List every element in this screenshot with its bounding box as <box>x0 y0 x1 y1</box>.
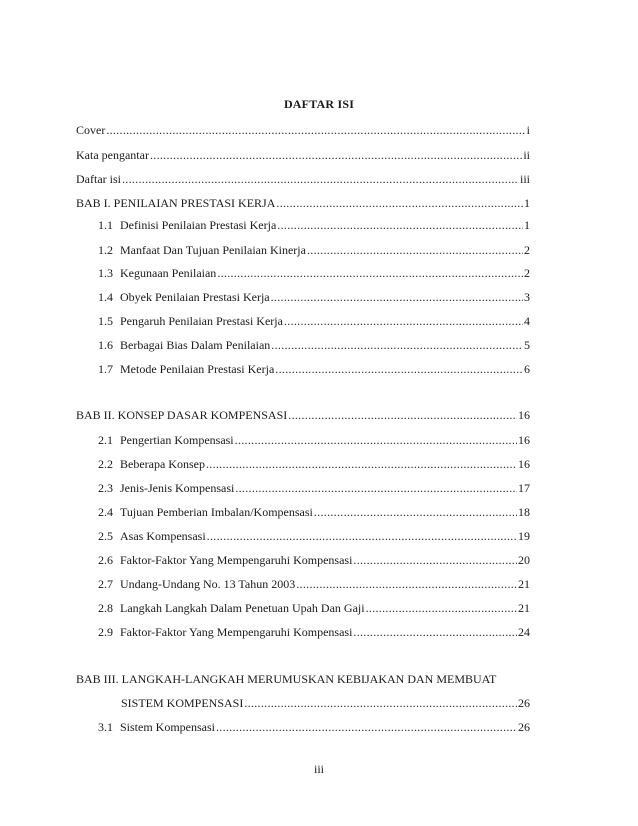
toc-entry-page: 21 <box>518 601 530 615</box>
dot-leader <box>235 481 517 496</box>
toc-entry-page: 4 <box>524 314 530 328</box>
toc-entry-number: 2.4 <box>98 505 113 519</box>
toc-entry-page: iii <box>519 172 530 186</box>
page-number-footer: iii <box>313 762 324 776</box>
dot-leader <box>206 457 517 472</box>
toc-entry-label: BAB I. PENILAIAN PRESTASI KERJA <box>76 196 276 210</box>
dot-leader <box>271 290 523 305</box>
dot-leader <box>217 266 523 281</box>
toc-entry-number: 1.1 <box>98 218 113 232</box>
toc-entry-number: 2.7 <box>98 577 113 591</box>
toc-entry-number: 2.5 <box>98 529 113 543</box>
toc-entry-label: Kegunaan Penilaian <box>120 266 217 280</box>
toc-entry-2-5[interactable] <box>98 529 530 544</box>
toc-entry-label: Pengaruh Penilaian Prestasi Kerja <box>120 314 283 328</box>
dot-leader <box>366 601 517 616</box>
toc-entry-bab-3-cont[interactable] <box>121 696 530 711</box>
toc-entry-2-3[interactable] <box>98 481 530 496</box>
toc-entry-page: 3 <box>524 290 530 304</box>
dot-leader <box>275 362 523 377</box>
dot-leader <box>244 696 517 711</box>
toc-entry-page: 2 <box>524 266 530 280</box>
toc-entry-page: 2 <box>524 243 530 257</box>
toc-entry-2-1[interactable] <box>98 433 530 448</box>
toc-entry-2-8[interactable] <box>98 601 530 616</box>
toc-entry-daftar-isi[interactable] <box>76 172 530 187</box>
toc-entry-number: 1.3 <box>98 266 113 280</box>
toc-entry-label: Obyek Penilaian Prestasi Kerja <box>120 290 270 304</box>
toc-entry-kata-pengantar[interactable] <box>76 148 530 163</box>
toc-entry-label: SISTEM KOMPENSASI <box>121 696 244 710</box>
toc-entry-page: 17 <box>518 481 530 495</box>
toc-entry-label: Metode Penilaian Prestasi Kerja <box>120 362 275 376</box>
dot-leader <box>271 338 523 353</box>
dot-leader <box>277 218 523 233</box>
dot-leader <box>235 433 517 448</box>
toc-entry-page: 1 <box>524 196 530 210</box>
toc-entry-label: Asas Kompensasi <box>120 529 206 543</box>
toc-entry-page: 19 <box>518 529 530 543</box>
toc-entry-number: 1.7 <box>98 362 113 376</box>
dot-leader <box>314 505 517 520</box>
toc-entry-label: Langkah Langkah Dalam Penetuan Upah Dan Gaji <box>120 601 365 615</box>
toc-entry-page: 26 <box>518 696 530 710</box>
dot-leader <box>276 196 523 211</box>
toc-entry-page: ii <box>523 148 530 162</box>
toc-entry-1-6[interactable] <box>98 338 530 353</box>
toc-entry-label: Tujuan Pemberian Imbalan/Kompensasi <box>120 505 313 519</box>
toc-entry-page: 16 <box>518 457 530 471</box>
toc-entry-number: 2.1 <box>98 433 113 447</box>
toc-entry-label: Undang-Undang No. 13 Tahun 2003 <box>120 577 296 591</box>
toc-entry-label: Cover <box>76 123 106 137</box>
dot-leader <box>353 625 517 640</box>
toc-entry-number: 1.6 <box>98 338 113 352</box>
toc-entry-1-2[interactable] <box>98 243 530 258</box>
toc-entry-page: 20 <box>518 553 530 567</box>
toc-entry-2-9[interactable] <box>98 625 530 640</box>
toc-entry-cover[interactable] <box>76 123 530 138</box>
dot-leader <box>122 172 519 187</box>
toc-entry-page: 24 <box>518 625 530 639</box>
dot-leader <box>216 720 517 735</box>
toc-entry-bab-2[interactable] <box>76 408 530 423</box>
toc-entry-page: 6 <box>524 362 530 376</box>
toc-entry-1-5[interactable] <box>98 314 530 329</box>
toc-entry-label: Definisi Penilaian Prestasi Kerja <box>120 218 277 232</box>
toc-entry-label: Beberapa Konsep <box>120 457 205 471</box>
toc-entry-2-7[interactable] <box>98 577 530 592</box>
dot-leader <box>284 314 523 329</box>
toc-entry-page: 26 <box>518 720 530 734</box>
toc-entry-number: 1.5 <box>98 314 113 328</box>
toc-entry-number: 2.3 <box>98 481 113 495</box>
toc-entry-bab-1[interactable] <box>76 196 530 211</box>
toc-entry-3-1[interactable] <box>98 720 530 735</box>
toc-entry-label: Pengertian Kompensasi <box>120 433 234 447</box>
toc-entry-page: 1 <box>524 218 530 232</box>
toc-entry-label: Jenis-Jenis Kompensasi <box>120 481 235 495</box>
toc-entry-1-7[interactable] <box>98 362 530 377</box>
toc-entry-2-4[interactable] <box>98 505 530 520</box>
toc-entry-label: Daftar isi <box>76 172 121 186</box>
toc-entry-number: 1.2 <box>98 243 113 257</box>
toc-entry-number: 2.9 <box>98 625 113 639</box>
dot-leader <box>353 553 517 568</box>
toc-entry-label: BAB II. KONSEP DASAR KOMPENSASI <box>76 408 288 422</box>
dot-leader <box>288 408 517 423</box>
toc-entry-bab-3[interactable]: BAB III. LANGKAH-LANGKAH MERUMUSKAN KEBIJAKAN DAN MEMBUAT <box>76 672 497 686</box>
toc-entry-label: Manfaat Dan Tujuan Penilaian Kinerja <box>120 243 306 257</box>
toc-entry-page: 5 <box>524 338 530 352</box>
toc-entry-number: 2.2 <box>98 457 113 471</box>
dot-leader <box>307 243 523 258</box>
toc-entry-label: Faktor-Faktor Yang Mempengaruhi Kompensasi <box>120 625 353 639</box>
toc-entry-1-4[interactable] <box>98 290 530 305</box>
toc-entry-page: 16 <box>518 433 530 447</box>
toc-entry-label: Kata pengantar <box>76 148 149 162</box>
toc-entry-page: 21 <box>518 577 530 591</box>
toc-entry-2-2[interactable] <box>98 457 530 472</box>
toc-entry-1-3[interactable] <box>98 266 530 281</box>
toc-entry-page: i <box>526 123 530 137</box>
toc-entry-page: 16 <box>518 408 530 422</box>
toc-entry-number: 2.6 <box>98 553 113 567</box>
toc-entry-1-1[interactable] <box>98 218 530 233</box>
toc-entry-label: Faktor-Faktor Yang Mempengaruhi Kompensasi <box>120 553 353 567</box>
dot-leader <box>150 148 522 163</box>
toc-entry-number: 1.4 <box>98 290 113 304</box>
toc-entry-2-6[interactable] <box>98 553 530 568</box>
dot-leader <box>106 123 525 138</box>
toc-entry-label: Berbagai Bias Dalam Penilaian <box>120 338 271 352</box>
page-title: DAFTAR ISI <box>283 97 355 111</box>
dot-leader <box>296 577 517 592</box>
toc-entry-label: Sistem Kompensasi <box>120 720 215 734</box>
dot-leader <box>207 529 517 544</box>
toc-entry-number: 2.8 <box>98 601 113 615</box>
toc-entry-number: 3.1 <box>98 720 113 734</box>
toc-entry-page: 18 <box>518 505 530 519</box>
